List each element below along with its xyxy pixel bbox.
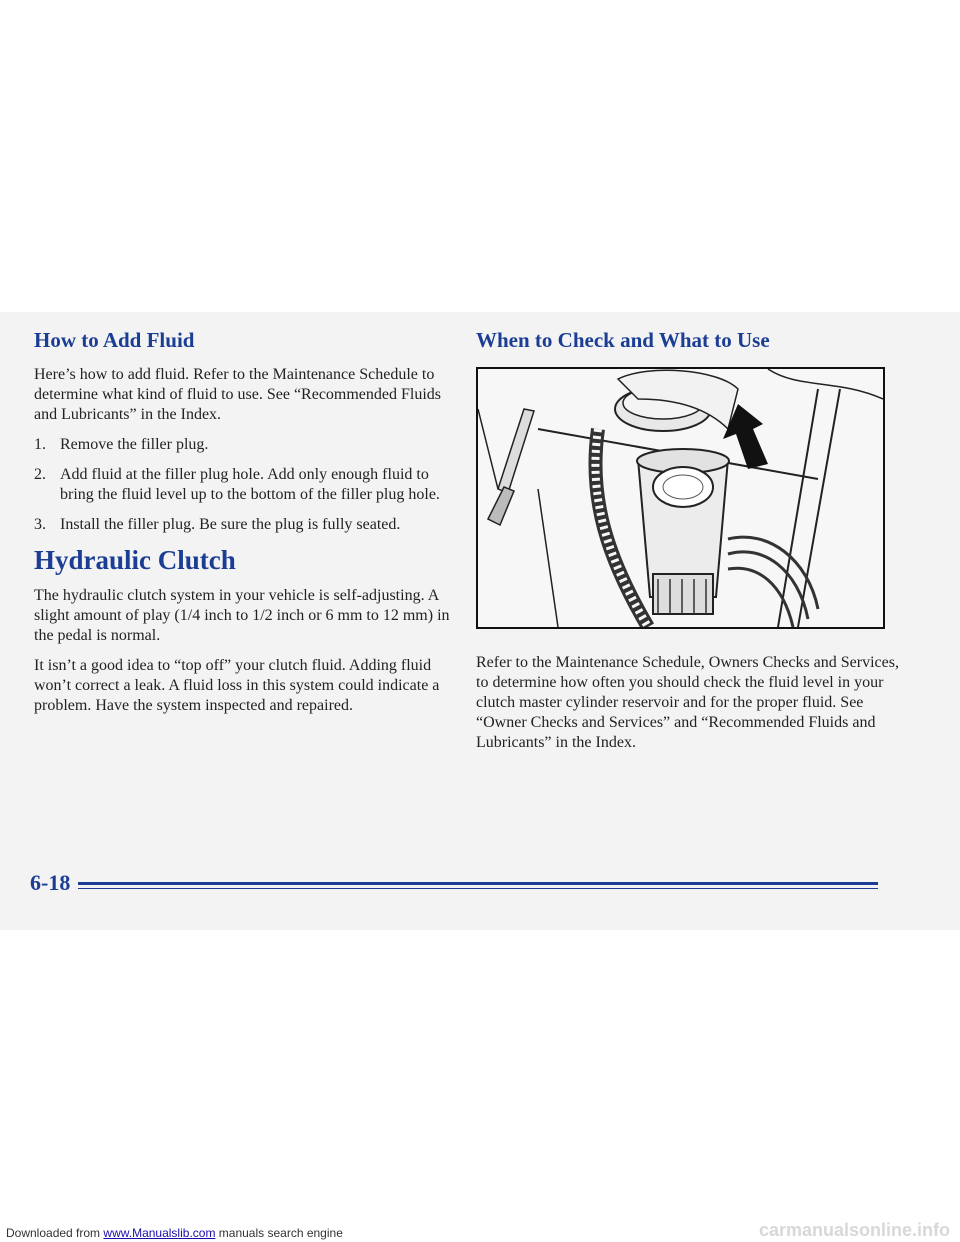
check-heading: When to Check and What to Use xyxy=(476,328,770,352)
hydraulic-clutch-heading: Hydraulic Clutch xyxy=(34,545,236,575)
list-item xyxy=(34,435,454,455)
page-footer xyxy=(30,870,880,900)
step-number: 3. xyxy=(34,516,46,533)
manual-page xyxy=(0,312,960,930)
step-text: Install the filler plug. Be sure the plug is fully seated. xyxy=(60,516,401,533)
list-item xyxy=(34,515,454,535)
steps-list xyxy=(34,435,454,535)
step-number: 1. xyxy=(34,436,46,453)
step-text: Remove the filler plug. xyxy=(60,436,209,453)
page-number: 6-18 xyxy=(30,870,71,895)
clutch-paragraph-1: The hydraulic clutch system in your vehicle is self-adjusting. A slight amount of play (1/4 inch to 1/2 inch or 6 mm to 12 mm) in the pedal is normal. xyxy=(34,587,450,644)
add-fluid-intro: Here’s how to add fluid. Refer to the Maintenance Schedule to determine what kind of fluid to use. See “Recommended Fluids and Lubricants” in the Index. xyxy=(34,366,442,423)
left-column xyxy=(34,328,454,726)
clutch-reservoir-illustration xyxy=(476,367,885,629)
manualslib-link[interactable]: www.Manualslib.com xyxy=(103,1226,216,1240)
footer-rule-thin xyxy=(78,888,878,889)
download-prefix: Downloaded from xyxy=(6,1226,101,1240)
download-note xyxy=(6,1226,343,1240)
footer-rule xyxy=(78,882,878,885)
right-column xyxy=(476,328,906,763)
reservoir-drawing xyxy=(478,369,883,627)
download-suffix: manuals search engine xyxy=(215,1226,343,1240)
check-paragraph: Refer to the Maintenance Schedule, Owners Checks and Services, to determine how often you should check the fluid level in your clutch master cylinder reservoir and for the proper fluid. See “Owner Checks and Services” and “Recommended Fluids and Lubricants” in the Index. xyxy=(476,654,899,751)
clutch-paragraph-2: It isn’t a good idea to “top off” your clutch fluid. Adding fluid won’t correct a leak. A fluid loss in this system could indicate a problem. Have the system inspected and repaired. xyxy=(34,657,440,714)
step-text: Add fluid at the filler plug hole. Add only enough fluid to bring the fluid level up to the bottom of the filler plug hole. xyxy=(60,466,440,503)
watermark-text: carmanualsonline.info xyxy=(758,1220,950,1240)
add-fluid-heading: How to Add Fluid xyxy=(34,328,195,352)
list-item xyxy=(34,465,454,505)
step-number: 2. xyxy=(34,466,46,483)
